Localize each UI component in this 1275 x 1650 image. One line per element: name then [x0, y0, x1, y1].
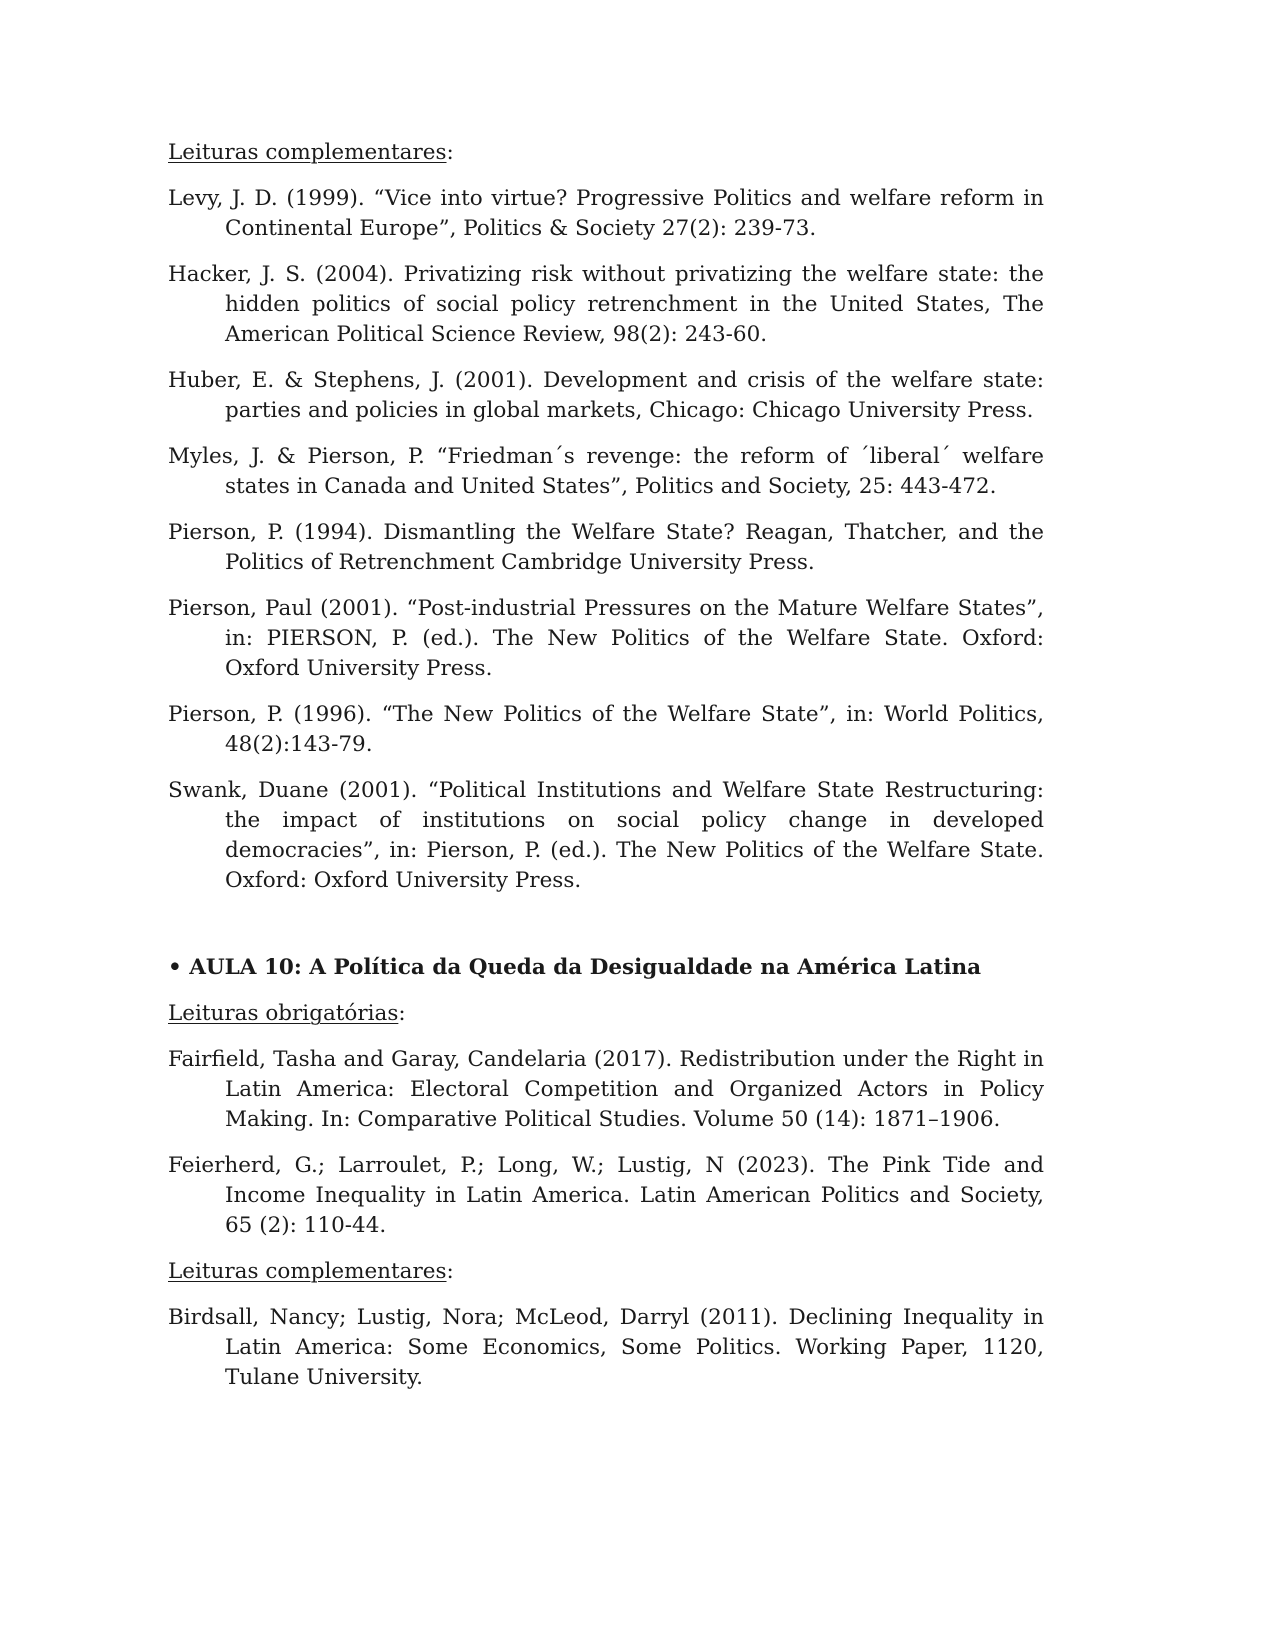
section-heading-leituras-complementares: Leituras complementares:	[168, 140, 454, 165]
reference-myles-pierson: Myles, J. & Pierson, P. “Friedman´s revenge: the reform of ´liberal´ welfare states in Canada and United States”, Politics and Society, 25: 443-472.	[168, 444, 1044, 499]
reference-pierson-1996: Pierson, P. (1996). “The New Politics of the Welfare State”, in: World Politics, 48(2):143-79.	[168, 702, 1044, 757]
section-heading-leituras-complementares-2: Leituras complementares:	[168, 1259, 454, 1284]
reference-hacker-2004: Hacker, J. S. (2004). Privatizing risk without privatizing the welfare state: the hidden politics of social policy retrenchment in the United States, The American Political Science Review, 98(2): 243-60.	[168, 262, 1044, 347]
reference-huber-stephens-2001: Huber, E. & Stephens, J. (2001). Development and crisis of the welfare state: parties and policies in global markets, Chicago: Chicago University Press.	[168, 368, 1044, 423]
aula-10-title: • AULA 10: A Política da Queda da Desigualdade na América Latina	[168, 955, 982, 980]
reference-pierson-2001: Pierson, Paul (2001). “Post-industrial Pressures on the Mature Welfare States”, in: PIERSON, P. (ed.). The New Politics of the Welfare State. Oxford: Oxford University Press.	[168, 596, 1044, 681]
section-heading-leituras-obrigatorias: Leituras obrigatórias:	[168, 1001, 406, 1026]
reference-levy-1999: Levy, J. D. (1999). “Vice into virtue? Progressive Politics and welfare reform in Continental Europe”, Politics & Society 27(2): 239-73.	[168, 186, 1044, 241]
reference-feierherd-2023: Feierherd, G.; Larroulet, P.; Long, W.; Lustig, N (2023). The Pink Tide and Income Inequality in Latin America. Latin American Politics and Society, 65 (2): 110-44.	[168, 1153, 1044, 1238]
reference-birdsall-2011: Birdsall, Nancy; Lustig, Nora; McLeod, Darryl (2011). Declining Inequality in Latin America: Some Economics, Some Politics. Working Paper, 1120, Tulane University.	[168, 1305, 1044, 1390]
reference-pierson-1994: Pierson, P. (1994). Dismantling the Welfare State? Reagan, Thatcher, and the Politics of Retrenchment Cambridge University Press.	[168, 520, 1044, 575]
reference-fairfield-garay-2017: Fairfield, Tasha and Garay, Candelaria (2017). Redistribution under the Right in Latin America: Electoral Competition and Organized Actors in Policy Making. In: Comparative Political Studies. Volume 50 (14): 1871–1906.	[168, 1047, 1044, 1132]
reference-swank-2001: Swank, Duane (2001). “Political Institutions and Welfare State Restructuring: the impact of institutions on social policy change in developed democracies”, in: Pierson, P. (ed.). The New Politics of the Welfare State. Oxford: Oxford University Press.	[168, 778, 1044, 893]
document-page	[168, 138, 1044, 1393]
